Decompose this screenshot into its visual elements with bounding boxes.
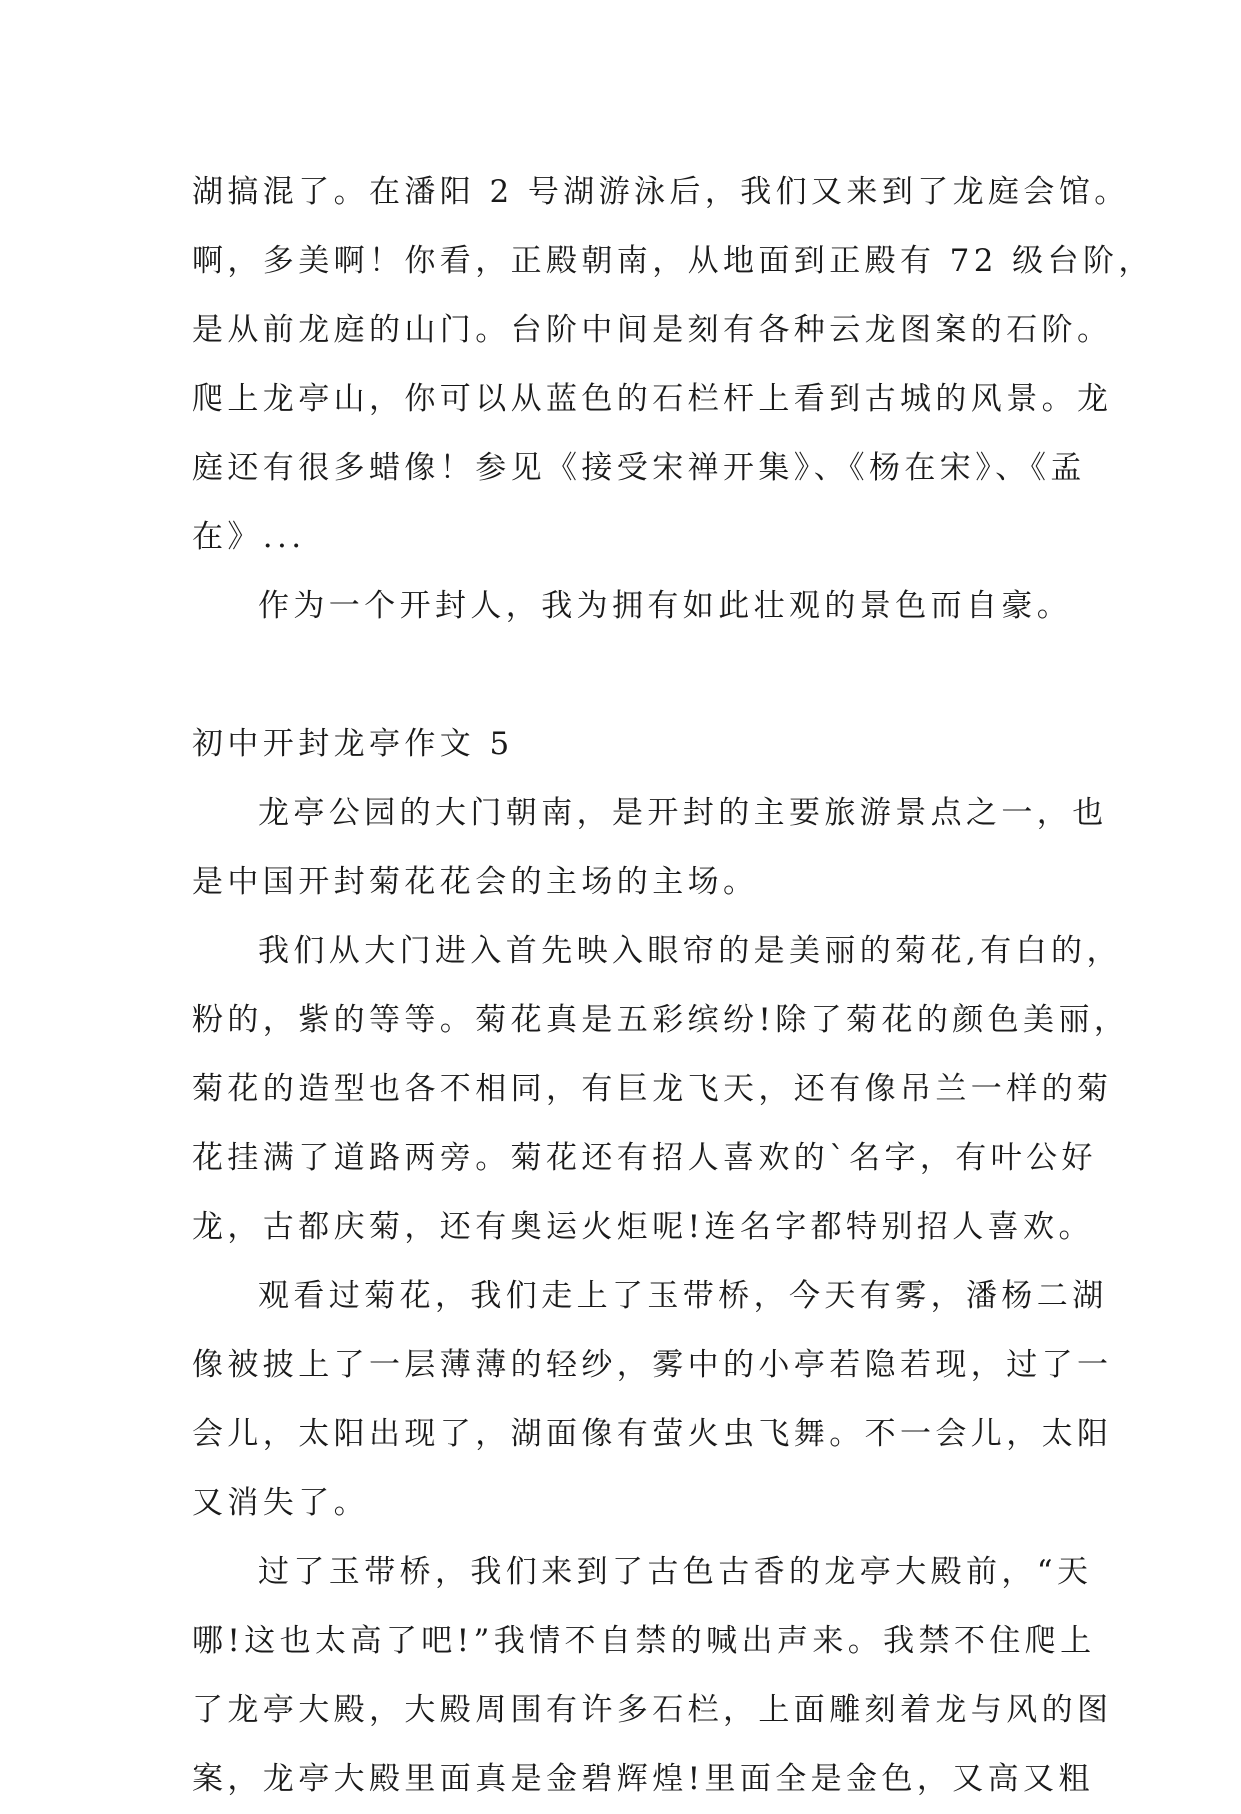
paragraph-line: 是从前龙庭的山门。台阶中间是刻有各种云龙图案的石阶。 xyxy=(192,312,1113,348)
paragraph-line: 湖搞混了。在潘阳 2 号湖游泳后，我们又来到了龙庭会馆。 xyxy=(192,174,1130,210)
paragraph-line: 又消失了。 xyxy=(192,1485,369,1521)
paragraph-line: 啊，多美啊！你看，正殿朝南，从地面到正殿有 72 级台阶， xyxy=(192,243,1154,279)
blank-line xyxy=(192,641,1072,710)
paragraph-line: 过了玉带桥，我们来到了古色古香的龙亭大殿前，“天 xyxy=(258,1554,1093,1590)
paragraph-line: 是中国开封菊花花会的主场的主场。 xyxy=(192,864,759,900)
paragraph-line: 龙，古都庆菊，还有奥运火炬呢!连名字都特别招人喜欢。 xyxy=(192,1209,1094,1245)
paragraph-line: 爬上龙亭山，你可以从蓝色的石栏杆上看到古城的风景。龙 xyxy=(192,381,1113,417)
paragraph-line: 花挂满了道路两旁。菊花还有招人喜欢的`名字，有叶公好 xyxy=(192,1140,1097,1176)
paragraph-line: 菊花的造型也各不相同，有巨龙飞天，还有像吊兰一样的菊 xyxy=(192,1071,1113,1107)
paragraph-line: 粉的，紫的等等。菊花真是五彩缤纷!除了菊花的颜色美丽， xyxy=(192,1002,1130,1038)
paragraph-line: 作为一个开封人，我为拥有如此壮观的景色而自豪。 xyxy=(258,588,1073,624)
paragraph-line: 在》... xyxy=(192,519,306,555)
paragraph-line: 像被披上了一层薄薄的轻纱，雾中的小亭若隐若现，过了一 xyxy=(192,1347,1113,1383)
paragraph-line: 龙亭公园的大门朝南，是开封的主要旅游景点之一，也 xyxy=(258,795,1108,831)
section-heading: 初中开封龙亭作文 5 xyxy=(192,726,514,762)
paragraph-line: 我们从大门进入首先映入眼帘的是美丽的菊花,有白的， xyxy=(258,933,1122,969)
paragraph-line: 观看过菊花，我们走上了玉带桥，今天有雾，潘杨二湖 xyxy=(258,1278,1108,1314)
paragraph-line: 案，龙亭大殿里面真是金碧辉煌!里面全是金色，又高又粗 xyxy=(192,1761,1094,1797)
paragraph-line: 会儿，太阳出现了，湖面像有萤火虫飞舞。不一会儿，太阳 xyxy=(192,1416,1113,1452)
paragraph-line: 庭还有很多蜡像！参见《接受宋禅开集》、《杨在宋》、《孟 xyxy=(192,450,1086,486)
paragraph-line: 哪!这也太高了吧!”我情不自禁的喊出声来。我禁不住爬上 xyxy=(192,1623,1096,1659)
document-body xyxy=(192,158,1154,1814)
paragraph-line: 了龙亭大殿，大殿周围有许多石栏，上面雕刻着龙与风的图 xyxy=(192,1692,1113,1728)
